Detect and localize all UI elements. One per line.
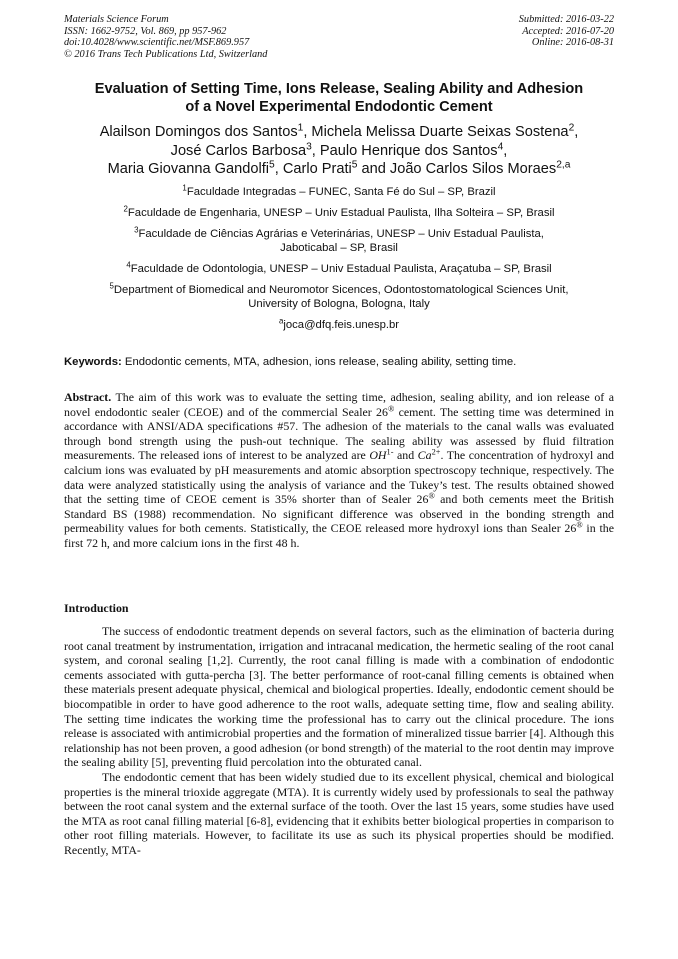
affiliation-3 xyxy=(50,227,628,256)
author-sup: 5 xyxy=(269,159,275,171)
journal-info xyxy=(64,14,267,60)
affiliation-2 xyxy=(50,206,628,221)
email-sup: a xyxy=(278,316,284,326)
author-name: Alailson Domingos dos Santos xyxy=(99,124,298,140)
calcium-symbol: Ca xyxy=(417,448,432,463)
journal-issn: ISSN: 1662-9752, Vol. 869, pp 957-962 xyxy=(64,25,227,37)
abstract-text: . The concentration of hydroxyl and calcium ions was evaluated by pH measurements and atomic absorption spectroscopy technique, respectively. The data were analyzed statistically using the analysis of variance and the Tukey’s test. The results obtained showed that the setting time of CEOE cement is 35% shorter than of Sealer 26 xyxy=(64,448,614,507)
abstract-text: The aim of this work was to evaluate the setting time, adhesion, sealing ability, and ion release of a novel endodontic sealer (CEOE) and of the commercial Sealer 26 xyxy=(64,390,614,419)
calcium-charge: 2+ xyxy=(431,447,441,457)
affiliation-text: Faculdade de Engenharia, UNESP – Univ Estadual Paulista, Ilha Solteira – SP, Brasil xyxy=(127,206,555,219)
introduction-body xyxy=(64,624,614,858)
abstract-text: in the first 72 h, and more calcium ions in the first 48 h. xyxy=(64,521,614,550)
affiliation-sup: 1 xyxy=(182,183,187,193)
journal-doi: doi:10.4028/www.scientific.net/MSF.869.957 xyxy=(64,37,250,49)
author-sep: , xyxy=(311,142,320,159)
author-line-2 xyxy=(40,142,638,161)
author-sup: 3 xyxy=(306,140,312,152)
hydroxyl-charge: 1- xyxy=(386,447,394,457)
author-sep: , xyxy=(503,142,508,159)
affiliation-sup: 2 xyxy=(123,204,128,214)
keywords-label: Keywords: xyxy=(64,356,122,368)
abstract-label: Abstract. xyxy=(64,390,112,404)
affiliation-text: Jaboticabal – SP, Brasil xyxy=(280,242,398,255)
affiliation-text: University of Bologna, Bologna, Italy xyxy=(248,298,430,311)
keywords-line xyxy=(64,355,624,369)
affiliation-1 xyxy=(50,185,628,200)
author-sup: 1 xyxy=(297,122,304,134)
intro-paragraph-1: The success of endodontic treatment depends on several factors, such as the elimination of bacteria during root canal treatment by instrumentation, irrigation and intracanal medication, the hermetic sealing of the root canal system, and coronal sealing [1,2]. Currently, the root canal filling is made with a combination of endodontic cements associated with gutta-percha [3]. The better performance of root-canal filling cements is obtained when these materials present adequate physical, chemical and biological properties. Ideally, endodontic cement should be biocompatible in order to have good adherence to the root walls, adequate setting time, flow and sealing ability. The setting time indicates the working time the professional has to carry out the clinical procedure. The ions release is associated with antimicrobial properties and the formation of mineralized tissue barrier [4]. Although this relationship has not been proven, a good adhesion (or bond strength) of the material to the root dentin may improve the sealing ability [5], preventing fluid percolation into the obturated canal. xyxy=(64,624,614,770)
keywords-text: Endodontic cements, MTA, adhesion, ions release, sealing ability, setting time. xyxy=(121,356,517,368)
registered-mark: ® xyxy=(387,404,395,414)
submitted-date: Submitted: 2016-03-22 xyxy=(518,14,614,25)
accepted-date: Accepted: 2016-07-20 xyxy=(522,25,614,37)
author-name: José Carlos Barbosa xyxy=(170,142,307,159)
abstract-text: cement. The setting time was determined in accordance with ANSI/ADA specifications #57. The adhesion of the materials to the canal walls was evaluated through bond strength using the push-out technique. The sealing ability was assessed by fluid filtration measurements. The released ions of interest to be analyzed are xyxy=(64,404,615,463)
affiliation-list xyxy=(50,185,628,333)
title-line-1: Evaluation of Setting Time, Ions Release, Sealing Ability and Adhesion xyxy=(94,81,584,97)
abstract-paragraph xyxy=(64,390,614,551)
affiliation-4 xyxy=(50,262,628,277)
author-list xyxy=(40,123,638,179)
author-sup: 2 xyxy=(568,122,575,134)
affiliation-text: Faculdade de Odontologia, UNESP – Univ Estadual Paulista, Araçatuba – SP, Brasil xyxy=(130,262,552,275)
email-text[interactable]: joca@dfq.feis.unesp.br xyxy=(283,319,400,332)
paper-title xyxy=(50,80,628,116)
affiliation-text: Faculdade de Ciências Agrárias e Veterinárias, UNESP – Univ Estadual Paulista, xyxy=(138,227,544,240)
author-line-3 xyxy=(40,160,638,179)
author-line-1 xyxy=(40,123,638,142)
author-name: Paulo Henrique dos Santos xyxy=(319,142,498,159)
author-sep: , xyxy=(303,124,312,140)
abstract-text: and both cements meet the British Standard BS (1988) recommendation. No significant difference was observed in the bonding strength and permeability values for both cements. Statistically, the CEOE released more hydroxyl ions than Sealer 26 xyxy=(64,492,614,536)
author-sep: , xyxy=(574,124,579,140)
author-name: João Carlos Silos Moraes xyxy=(389,161,557,177)
author-name: Carlo Prati xyxy=(282,161,352,177)
author-sup: 5 xyxy=(351,159,358,171)
affiliation-5 xyxy=(50,283,628,312)
registered-mark: ® xyxy=(576,520,583,530)
author-sep: , xyxy=(274,161,283,177)
author-sup: 2,a xyxy=(556,159,571,171)
journal-name: Materials Science Forum xyxy=(64,14,169,25)
affiliation-sup: 5 xyxy=(109,281,114,291)
introduction-heading: Introduction xyxy=(64,601,129,615)
author-name: Michela Melissa Duarte Seixas Sostena xyxy=(311,124,569,140)
submission-dates xyxy=(519,14,614,49)
affiliation-text: Faculdade Integradas – FUNEC, Santa Fé do Sul – SP, Brazil xyxy=(186,186,496,198)
online-date: Online: 2016-08-31 xyxy=(531,37,614,49)
abstract-text: and xyxy=(393,448,418,463)
affiliation-sup: 3 xyxy=(134,225,139,235)
author-name: Maria Giovanna Gandolfi xyxy=(107,161,270,177)
intro-paragraph-2: The endodontic cement that has been widely studied due to its excellent physical, chemical and biological properties is the mineral trioxide aggregate (MTA). It is currently widely used by professionals to seal the pathway between the root canal system and the external surface of the tooth. Over the last 15 years, some studies have used the MTA as root canal filling material [6-8], evidencing that it exhibits better biological properties in comparison to other root filling materials. However, to facilitate its use as such its physical properties should be modified. Recently, MTA- xyxy=(64,769,614,857)
title-line-2: of a Novel Experimental Endodontic Cement xyxy=(185,99,493,115)
registered-mark: ® xyxy=(428,491,435,501)
corresponding-email[interactable] xyxy=(50,318,628,333)
author-sep: and xyxy=(357,161,390,177)
hydroxyl-symbol: OH xyxy=(369,448,387,463)
journal-copyright: © 2016 Trans Tech Publications Ltd, Switzerland xyxy=(64,48,268,60)
affiliation-text: Department of Biomedical and Neuromotor Sicences, Odontostomatological Sciences Unit, xyxy=(113,283,569,296)
author-sup: 4 xyxy=(497,140,504,152)
affiliation-sup: 4 xyxy=(126,260,131,270)
